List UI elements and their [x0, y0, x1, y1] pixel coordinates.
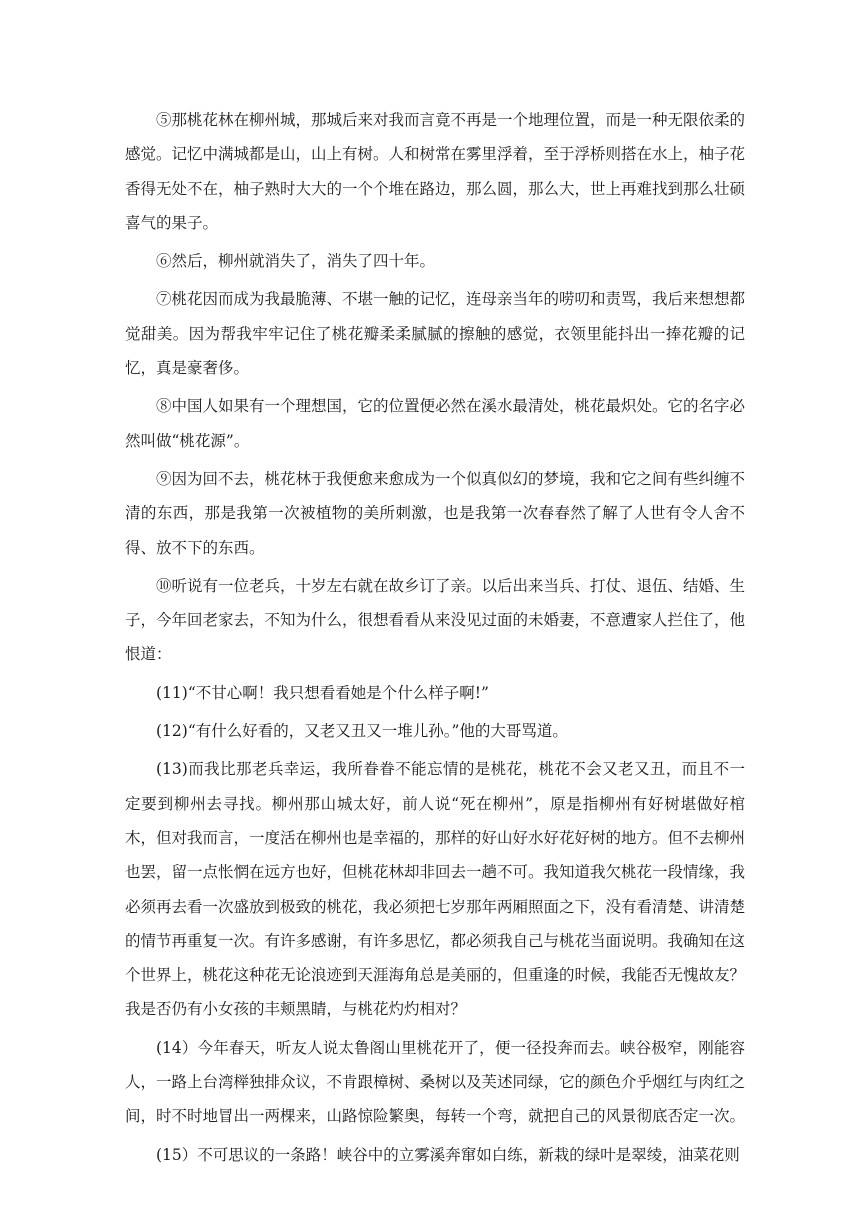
paragraph-9: ⑨因为回不去，桃花林于我便愈来愈成为一个似真似幻的梦境，我和它之间有些纠缠不清的东西，那是我第一次被植物的美所刺激，也是我第一次春春然了解了人世有令人舍不得、放不下的东西。: [125, 469, 746, 557]
paragraph-13: (13)而我比那老兵幸运，我所眷眷不能忘情的是桃花，桃花不会又老又丑，而且不一定要到柳州去寻找。柳州那山城太好，前人说“死在柳州”，原是指柳州有好树堪做好棺木，但对我而言，一度活在柳州也是幸福的，那样的好山好水好花好树的地方。但不去柳州也罢，留一点怅惘在远方也好，但桃花林却非回去一趟不可。我知道我欠桃花一段情缘，我必须再去看一次盛放到极致的桃花，我必须把七岁那年两厢照面之下，没有看清楚、讲清楚的情节再重复一次。有许多感谢，有许多思忆，都必须我自己与桃花当面说明。我确知在这个世界上，桃花这种花无论浪迹到天涯海角总是美丽的，但重逢的时候，我能否无愧故友？我是否仍有小女孩的丰颊黑睛，与桃花灼灼相对？: [125, 760, 746, 1019]
paragraph-8: ⑧中国人如果有一个理想国，它的位置便必然在溪水最清处，桃花最炽处。它的名字必然叫做“桃花源”。: [125, 397, 746, 450]
paragraph-6: ⑥然后，柳州就消失了，消失了四十年。: [156, 252, 436, 271]
paragraph-14: (14）今年春天，听友人说太鲁阁山里桃花开了，便一径投奔而去。峡谷极窄，刚能容人，一路上台湾榉独排众议，不肯跟樟树、桑树以及芙述同绿，它的颜色介乎烟红与肉红之间，时不时地冒出一两棵来，山路惊险繁奥，每转一个弯，就把自己的风景彻底否定一次。: [125, 1038, 746, 1126]
paragraph-10: ⑩听说有一位老兵，十岁左右就在故乡订了亲。以后出来当兵、打仗、退伍、结婚、生子，今年回老家去，不知为什么，很想看看从来没见过面的未婚妻，不意遭家人拦住了，他恨道：: [125, 576, 746, 664]
paragraph-7: ⑦桃花因而成为我最脆薄、不堪一触的记忆，连母亲当年的唠叨和责骂，我后来想想都觉甜美。因为帮我牢牢记住了桃花瓣柔柔腻腻的擦触的感觉，衣领里能抖出一捧花瓣的记忆，真是豪奢侈。: [125, 290, 746, 378]
paragraph-15: (15）不可思议的一条路！峡谷中的立雾溪奔窜如白练，新栽的绿叶是翠绫，油菜花则: [156, 1145, 740, 1164]
paragraph-11: (11)“不甘心啊！我只想看看她是个什么样子啊!”: [156, 683, 489, 702]
paragraph-5: ⑤那桃花林在柳州城，那城后来对我而言竟不再是一个地理位置，而是一种无限依柔的感觉。记忆中满城都是山，山上有树。人和树常在雾里浮着，至于浮桥则搭在水上，柚子花香得无处不在，柚子熟时大大的一个个堆在路边，那么圆，那么大，世上再难找到那么壮硕喜气的果子。: [125, 111, 746, 232]
document-body: [125, 103, 745, 1176]
paragraph-12: (12)“有什么好看的，又老又丑又一堆儿孙。”他的大哥骂道。: [156, 722, 568, 741]
